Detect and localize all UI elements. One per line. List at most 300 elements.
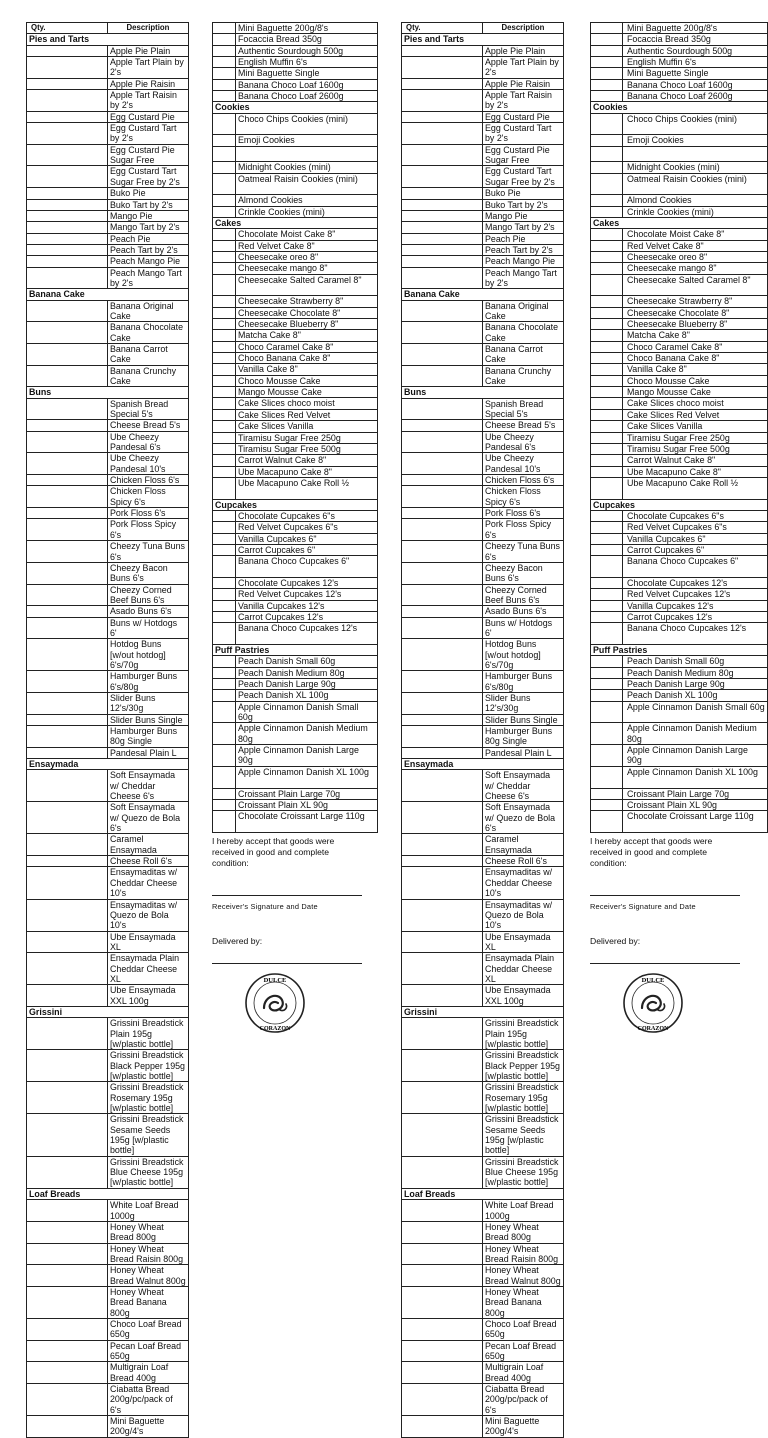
qty-cell[interactable]	[27, 188, 108, 199]
item-description: Multigrain Loaf Bread 400g	[108, 1362, 189, 1384]
qty-cell[interactable]	[27, 1114, 108, 1156]
qty-cell[interactable]	[27, 834, 108, 856]
qty-cell[interactable]	[213, 799, 236, 810]
qty-cell[interactable]	[591, 353, 623, 364]
qty-cell[interactable]	[27, 431, 108, 453]
qty-cell[interactable]	[27, 617, 108, 639]
qty-cell[interactable]	[591, 623, 623, 645]
qty-cell[interactable]	[591, 612, 623, 623]
qty-cell[interactable]	[27, 486, 108, 508]
qty-cell[interactable]	[591, 34, 623, 45]
qty-cell[interactable]	[27, 985, 108, 1007]
qty-cell[interactable]	[27, 1200, 108, 1222]
qty-cell[interactable]	[591, 443, 623, 454]
qty-cell[interactable]	[27, 57, 108, 79]
qty-cell[interactable]	[402, 1156, 483, 1188]
qty-cell[interactable]	[402, 398, 483, 420]
qty-cell[interactable]	[591, 556, 623, 578]
qty-cell[interactable]	[591, 113, 623, 135]
qty-cell[interactable]	[213, 34, 236, 45]
qty-cell[interactable]	[402, 606, 483, 617]
receiver-signature-line[interactable]	[590, 895, 740, 896]
item-description: Cheesecake mango 8"	[236, 263, 378, 274]
qty-cell[interactable]	[27, 562, 108, 584]
qty-cell[interactable]	[27, 300, 108, 322]
qty-cell[interactable]	[213, 45, 236, 56]
qty-cell[interactable]	[213, 91, 236, 102]
qty-cell[interactable]	[213, 229, 236, 240]
qty-cell[interactable]	[27, 671, 108, 693]
qty-cell[interactable]	[402, 519, 483, 541]
qty-cell[interactable]	[402, 431, 483, 453]
qty-cell[interactable]	[213, 811, 236, 833]
qty-cell[interactable]	[591, 307, 623, 318]
qty-cell[interactable]	[213, 173, 236, 195]
qty-cell[interactable]	[27, 420, 108, 431]
qty-cell[interactable]	[213, 263, 236, 274]
qty-cell[interactable]	[213, 409, 236, 420]
qty-cell[interactable]	[402, 747, 483, 758]
qty-cell[interactable]	[591, 811, 623, 833]
qty-cell[interactable]	[27, 1362, 108, 1384]
receiver-signature-line[interactable]	[212, 895, 362, 896]
qty-cell[interactable]	[213, 443, 236, 454]
item-description: Cheesecake Chocolate 8"	[623, 307, 768, 318]
qty-cell[interactable]	[402, 78, 483, 89]
qty-cell[interactable]	[402, 726, 483, 748]
qty-cell[interactable]	[27, 90, 108, 112]
qty-cell[interactable]	[402, 453, 483, 475]
order-row	[591, 296, 768, 307]
order-row	[213, 577, 378, 588]
order-row	[591, 375, 768, 386]
order-row	[591, 766, 768, 788]
order-row	[402, 1018, 564, 1050]
qty-cell[interactable]	[591, 68, 623, 79]
item-description: Hotdog Buns [w/out hotdog] 6's/70g	[108, 639, 189, 671]
qty-cell[interactable]	[591, 135, 623, 146]
item-description: Banana Choco Cupcakes 12's	[623, 623, 768, 645]
qty-cell[interactable]	[213, 612, 236, 623]
qty-cell[interactable]	[27, 267, 108, 289]
qty-cell[interactable]	[213, 113, 236, 135]
qty-cell[interactable]	[213, 656, 236, 667]
qty-cell[interactable]	[591, 466, 623, 477]
delivered-by-line[interactable]	[590, 963, 740, 964]
qty-cell[interactable]	[402, 233, 483, 244]
qty-cell[interactable]	[402, 45, 483, 56]
qty-cell[interactable]	[27, 78, 108, 89]
qty-cell[interactable]	[402, 953, 483, 985]
qty-cell[interactable]	[27, 639, 108, 671]
qty-cell[interactable]	[213, 135, 236, 146]
qty-cell[interactable]	[27, 1156, 108, 1188]
qty-cell[interactable]	[591, 432, 623, 443]
qty-cell[interactable]	[591, 398, 623, 409]
qty-cell[interactable]	[591, 206, 623, 217]
qty-cell[interactable]	[213, 206, 236, 217]
qty-cell[interactable]	[213, 679, 236, 690]
qty-cell[interactable]	[27, 726, 108, 748]
qty-cell[interactable]	[213, 364, 236, 375]
qty-cell[interactable]	[213, 556, 236, 578]
qty-cell[interactable]	[591, 510, 623, 521]
qty-cell[interactable]	[213, 341, 236, 352]
qty-cell[interactable]	[402, 188, 483, 199]
qty-cell[interactable]	[402, 1318, 483, 1340]
qty-cell[interactable]	[213, 421, 236, 432]
qty-cell[interactable]	[27, 322, 108, 344]
order-row	[402, 856, 564, 867]
qty-cell[interactable]	[27, 714, 108, 725]
qty-cell[interactable]	[213, 432, 236, 443]
qty-cell[interactable]	[27, 770, 108, 802]
order-row	[591, 91, 768, 102]
item-description: Banana Choco Loaf 1600g	[236, 79, 378, 90]
qty-cell[interactable]	[591, 79, 623, 90]
qty-cell[interactable]	[591, 799, 623, 810]
qty-cell[interactable]	[213, 240, 236, 251]
qty-cell[interactable]	[402, 1221, 483, 1243]
qty-cell[interactable]	[402, 985, 483, 1007]
qty-cell[interactable]	[402, 244, 483, 255]
qty-cell[interactable]	[213, 466, 236, 477]
qty-cell[interactable]	[27, 343, 108, 365]
qty-cell[interactable]	[402, 1384, 483, 1416]
qty-cell[interactable]	[402, 834, 483, 856]
qty-cell[interactable]	[591, 455, 623, 466]
qty-cell[interactable]	[213, 307, 236, 318]
description-header: Description	[108, 23, 189, 34]
qty-cell[interactable]	[591, 667, 623, 678]
qty-cell[interactable]	[591, 252, 623, 263]
order-row	[213, 522, 378, 533]
qty-cell[interactable]	[27, 541, 108, 563]
qty-cell[interactable]	[213, 544, 236, 555]
qty-cell[interactable]	[213, 533, 236, 544]
qty-cell[interactable]	[402, 166, 483, 188]
qty-cell[interactable]	[213, 375, 236, 386]
qty-cell[interactable]	[591, 522, 623, 533]
qty-cell[interactable]	[591, 330, 623, 341]
qty-cell[interactable]	[591, 723, 623, 745]
qty-cell[interactable]	[213, 353, 236, 364]
qty-cell[interactable]	[213, 330, 236, 341]
item-description: Banana Choco Cupcakes 6"	[623, 556, 768, 578]
qty-cell[interactable]	[402, 1416, 483, 1438]
qty-cell[interactable]	[27, 519, 108, 541]
qty-cell[interactable]	[213, 57, 236, 68]
order-row	[591, 364, 768, 375]
qty-cell[interactable]	[591, 387, 623, 398]
qty-cell[interactable]	[27, 584, 108, 606]
qty-cell[interactable]	[213, 723, 236, 745]
item-description: Cheesecake oreo 8"	[236, 252, 378, 263]
qty-cell[interactable]	[213, 79, 236, 90]
qty-cell[interactable]	[591, 229, 623, 240]
qty-cell[interactable]	[591, 544, 623, 555]
item-description: Grissini Breadstick Blue Cheese 195g [w/plastic bottle]	[108, 1156, 189, 1188]
qty-cell[interactable]	[591, 701, 623, 723]
qty-cell[interactable]	[402, 57, 483, 79]
qty-cell[interactable]	[591, 57, 623, 68]
item-description: Peach Danish XL 100g	[623, 690, 768, 701]
order-row	[591, 206, 768, 217]
qty-cell[interactable]	[591, 690, 623, 701]
order-row	[27, 300, 189, 322]
qty-cell[interactable]	[402, 770, 483, 802]
qty-cell[interactable]	[402, 617, 483, 639]
item-description: Choco Loaf Bread 650g	[483, 1318, 564, 1340]
qty-cell[interactable]	[591, 319, 623, 330]
order-row	[591, 667, 768, 678]
qty-cell[interactable]	[591, 745, 623, 767]
qty-cell[interactable]	[27, 953, 108, 985]
qty-cell[interactable]	[591, 766, 623, 788]
qty-cell[interactable]	[27, 899, 108, 931]
qty-cell[interactable]	[27, 1384, 108, 1416]
qty-cell[interactable]	[591, 477, 623, 499]
qty-cell[interactable]	[213, 455, 236, 466]
qty-cell[interactable]	[27, 166, 108, 188]
qty-cell[interactable]	[27, 1050, 108, 1082]
qty-cell[interactable]	[402, 1362, 483, 1384]
qty-cell[interactable]	[27, 692, 108, 714]
qty-cell[interactable]	[27, 802, 108, 834]
order-row	[27, 453, 189, 475]
item-description: Soft Ensaymada w/ Cheddar Cheese 6's	[108, 770, 189, 802]
order-row	[591, 353, 768, 364]
qty-cell[interactable]	[27, 123, 108, 145]
qty-cell[interactable]	[591, 45, 623, 56]
item-description: Cheezy Corned Beef Buns 6's	[108, 584, 189, 606]
item-description: Buns w/ Hotdogs 6'	[483, 617, 564, 639]
qty-cell[interactable]	[27, 256, 108, 267]
qty-cell[interactable]	[27, 867, 108, 899]
order-row	[213, 79, 378, 90]
qty-cell[interactable]	[402, 90, 483, 112]
qty-cell[interactable]	[402, 1340, 483, 1362]
qty-cell[interactable]	[213, 623, 236, 645]
qty-cell[interactable]	[402, 144, 483, 166]
qty-cell[interactable]	[27, 1416, 108, 1438]
order-row	[402, 365, 564, 387]
qty-cell[interactable]	[27, 222, 108, 233]
qty-cell[interactable]	[27, 453, 108, 475]
qty-cell[interactable]	[402, 1265, 483, 1287]
qty-cell[interactable]	[213, 146, 236, 161]
qty-cell[interactable]	[27, 1286, 108, 1318]
qty-cell[interactable]	[402, 692, 483, 714]
qty-cell[interactable]	[213, 252, 236, 263]
qty-cell[interactable]	[591, 577, 623, 588]
qty-cell[interactable]	[213, 68, 236, 79]
qty-cell[interactable]	[591, 23, 623, 34]
qty-cell[interactable]	[402, 199, 483, 210]
qty-cell[interactable]	[27, 747, 108, 758]
qty-cell[interactable]	[402, 541, 483, 563]
qty-cell[interactable]	[591, 409, 623, 420]
qty-cell[interactable]	[591, 162, 623, 173]
qty-cell[interactable]	[591, 788, 623, 799]
qty-cell[interactable]	[27, 365, 108, 387]
qty-cell[interactable]	[402, 562, 483, 584]
qty-cell[interactable]	[402, 256, 483, 267]
qty-cell[interactable]	[213, 274, 236, 296]
qty-cell[interactable]	[402, 300, 483, 322]
qty-cell[interactable]	[213, 23, 236, 34]
qty-cell[interactable]	[402, 123, 483, 145]
qty-cell[interactable]	[591, 341, 623, 352]
item-description: Apple Tart Raisin by 2's	[483, 90, 564, 112]
qty-cell[interactable]	[591, 146, 623, 161]
qty-cell[interactable]	[402, 420, 483, 431]
item-description: Egg Custard Tart by 2's	[483, 123, 564, 145]
qty-cell[interactable]	[27, 45, 108, 56]
item-description: Ciabatta Bread 200g/pc/pack of 6's	[483, 1384, 564, 1416]
qty-cell[interactable]	[402, 486, 483, 508]
qty-cell[interactable]	[27, 210, 108, 221]
qty-cell[interactable]	[402, 1286, 483, 1318]
item-description: Asado Buns 6's	[483, 606, 564, 617]
qty-cell[interactable]	[213, 701, 236, 723]
qty-cell[interactable]	[402, 267, 483, 289]
delivered-by-line[interactable]	[212, 963, 362, 964]
qty-cell[interactable]	[591, 364, 623, 375]
qty-cell[interactable]	[402, 343, 483, 365]
qty-cell[interactable]	[402, 867, 483, 899]
qty-cell[interactable]	[402, 222, 483, 233]
qty-cell[interactable]	[402, 584, 483, 606]
qty-cell[interactable]	[213, 600, 236, 611]
qty-cell[interactable]	[27, 1265, 108, 1287]
item-description: Croissant Plain Large 70g	[236, 788, 378, 799]
qty-cell[interactable]	[27, 1018, 108, 1050]
qty-cell[interactable]	[27, 1318, 108, 1340]
qty-cell[interactable]	[213, 690, 236, 701]
qty-cell[interactable]	[27, 475, 108, 486]
item-description: Pork Floss 6's	[483, 508, 564, 519]
qty-cell[interactable]	[402, 475, 483, 486]
qty-cell[interactable]	[402, 210, 483, 221]
item-description: Peach Tart by 2's	[483, 244, 564, 255]
qty-cell[interactable]	[402, 802, 483, 834]
item-description: Vanilla Cupcakes 12's	[623, 600, 768, 611]
qty-cell[interactable]	[213, 766, 236, 788]
item-description: Mini Baguette 200g/8's	[623, 23, 768, 34]
qty-cell[interactable]	[213, 387, 236, 398]
qty-cell[interactable]	[27, 931, 108, 953]
order-row	[27, 144, 189, 166]
qty-cell[interactable]	[213, 162, 236, 173]
order-row	[27, 222, 189, 233]
qty-cell[interactable]	[27, 508, 108, 519]
qty-cell[interactable]	[402, 1114, 483, 1156]
qty-cell[interactable]	[591, 421, 623, 432]
qty-cell[interactable]	[27, 1221, 108, 1243]
qty-cell[interactable]	[213, 510, 236, 521]
qty-cell[interactable]	[591, 173, 623, 195]
item-description: Mini Baguette 200g/4's	[108, 1416, 189, 1438]
qty-cell[interactable]	[213, 667, 236, 678]
qty-cell[interactable]	[27, 1340, 108, 1362]
qty-cell[interactable]	[591, 195, 623, 206]
qty-cell[interactable]	[213, 296, 236, 307]
qty-cell[interactable]	[213, 398, 236, 409]
qty-cell[interactable]	[402, 714, 483, 725]
qty-cell[interactable]	[213, 319, 236, 330]
qty-cell[interactable]	[213, 522, 236, 533]
qty-cell[interactable]	[402, 671, 483, 693]
order-row	[27, 671, 189, 693]
item-description: Cheezy Corned Beef Buns 6's	[483, 584, 564, 606]
order-row	[591, 263, 768, 274]
order-row	[402, 802, 564, 834]
qty-cell[interactable]	[213, 195, 236, 206]
order-row	[402, 166, 564, 188]
qty-cell[interactable]	[591, 375, 623, 386]
item-description: Peach Pie	[108, 233, 189, 244]
qty-cell[interactable]	[402, 856, 483, 867]
qty-cell[interactable]	[402, 1018, 483, 1050]
qty-cell[interactable]	[213, 589, 236, 600]
qty-cell[interactable]	[27, 111, 108, 122]
item-description: Honey Wheat Bread Banana 800g	[108, 1286, 189, 1318]
qty-cell[interactable]	[402, 365, 483, 387]
qty-cell[interactable]	[402, 639, 483, 671]
qty-cell[interactable]	[27, 199, 108, 210]
section-heading: Ensaymada	[27, 759, 189, 770]
qty-cell[interactable]	[27, 233, 108, 244]
qty-cell[interactable]	[402, 508, 483, 519]
qty-cell[interactable]	[27, 244, 108, 255]
qty-cell[interactable]	[402, 1082, 483, 1114]
qty-cell[interactable]	[213, 788, 236, 799]
qty-cell[interactable]	[402, 1200, 483, 1222]
qty-cell[interactable]	[591, 600, 623, 611]
qty-cell[interactable]	[402, 931, 483, 953]
qty-cell[interactable]	[27, 1082, 108, 1114]
qty-cell[interactable]	[402, 899, 483, 931]
qty-cell[interactable]	[27, 606, 108, 617]
qty-cell[interactable]	[27, 144, 108, 166]
order-column-1	[26, 22, 189, 1438]
qty-cell[interactable]	[27, 1243, 108, 1265]
qty-cell[interactable]	[591, 91, 623, 102]
qty-cell[interactable]	[213, 577, 236, 588]
qty-cell[interactable]	[402, 322, 483, 344]
item-description: Ube Macapuno Cake Roll ½	[236, 477, 378, 499]
item-description: Peach Danish Small 60g	[236, 656, 378, 667]
qty-cell[interactable]	[591, 656, 623, 667]
qty-cell[interactable]	[591, 274, 623, 296]
qty-cell[interactable]	[27, 856, 108, 867]
qty-cell[interactable]	[213, 477, 236, 499]
qty-cell[interactable]	[213, 745, 236, 767]
qty-cell[interactable]	[591, 240, 623, 251]
qty-cell[interactable]	[591, 589, 623, 600]
qty-cell[interactable]	[591, 263, 623, 274]
qty-cell[interactable]	[27, 398, 108, 420]
qty-cell[interactable]	[402, 111, 483, 122]
qty-cell[interactable]	[591, 533, 623, 544]
qty-cell[interactable]	[591, 296, 623, 307]
qty-cell[interactable]	[402, 1050, 483, 1082]
order-row	[27, 1265, 189, 1287]
item-description: Choco Caramel Cake 8"	[236, 341, 378, 352]
qty-cell[interactable]	[402, 1243, 483, 1265]
qty-cell[interactable]	[591, 679, 623, 690]
